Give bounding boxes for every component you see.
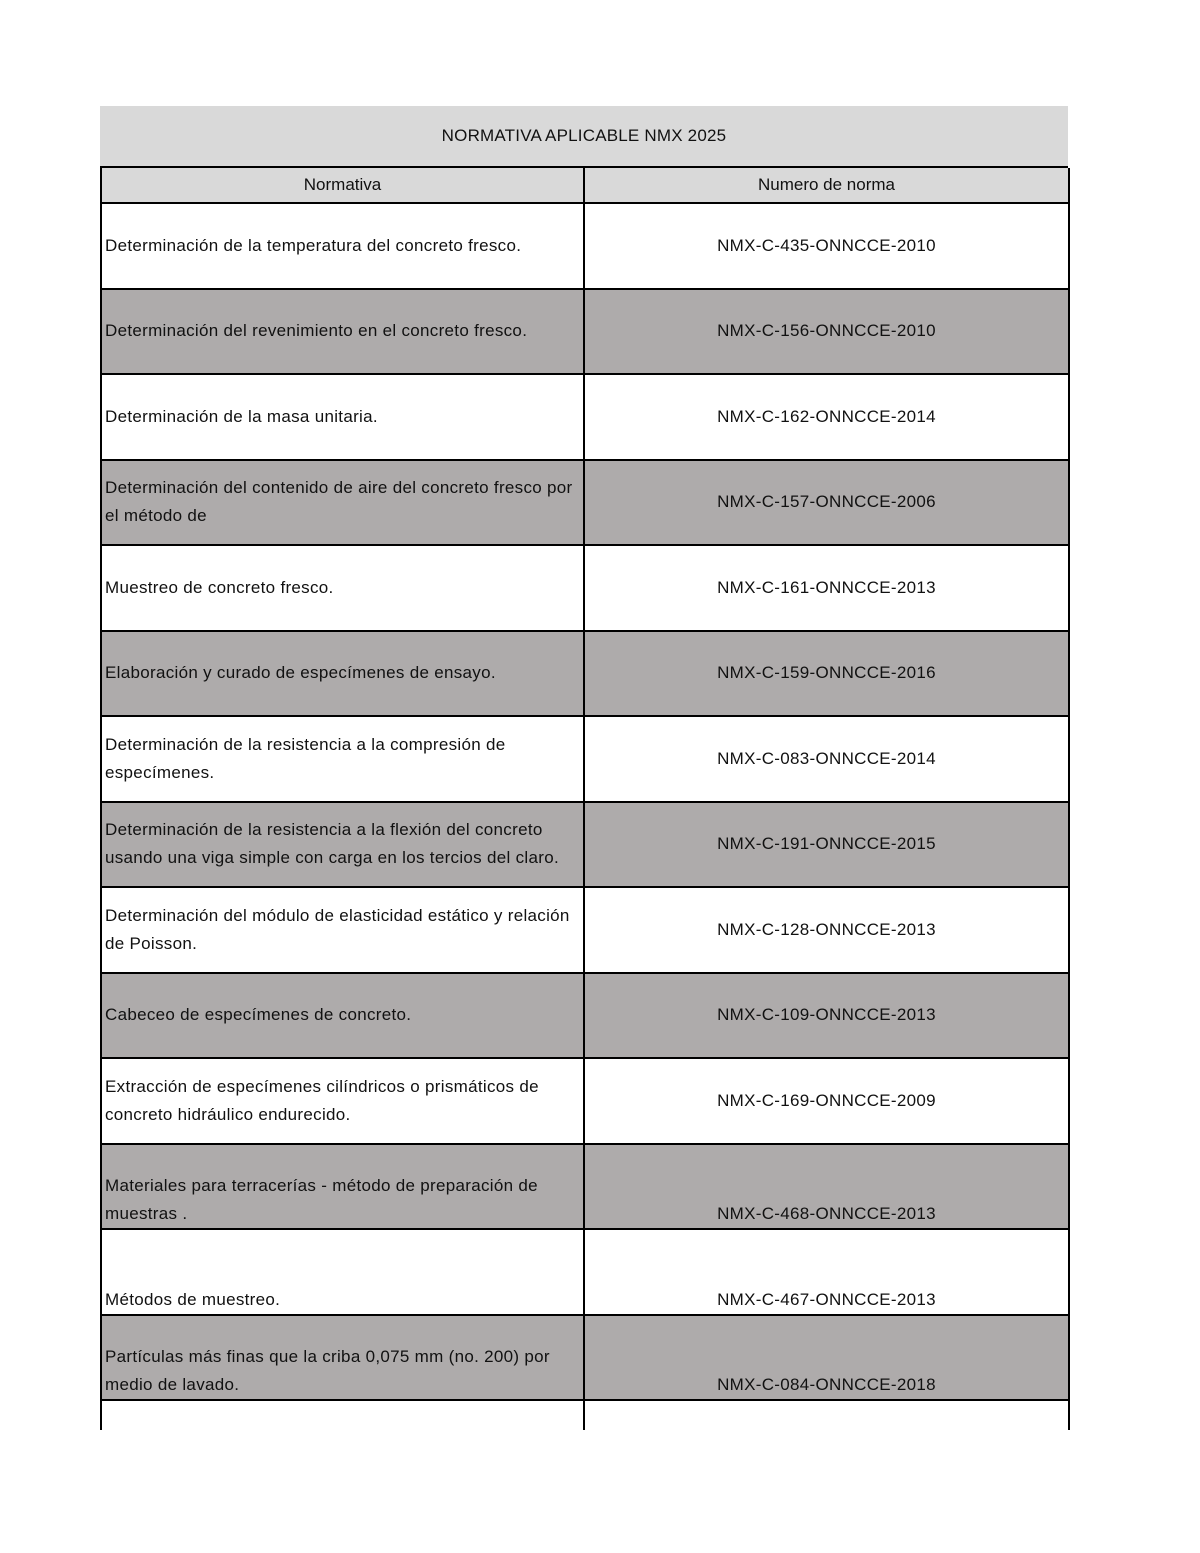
table-row — [101, 973, 1069, 1059]
table-header-row — [101, 168, 1069, 203]
normativa-cell: Materiales para terracerías - método de preparación de muestras . — [101, 1144, 584, 1230]
table-row — [101, 631, 1069, 717]
table-row — [101, 203, 1069, 289]
table-row — [101, 374, 1069, 460]
normativa-cell: Métodos de muestreo. — [101, 1229, 584, 1315]
table-row — [101, 802, 1069, 888]
normativa-cell: Cabeceo de especímenes de concreto. — [101, 973, 584, 1059]
norma-number-cell: NMX-C-084-ONNCCE-2018 — [584, 1315, 1069, 1401]
norma-number-cell: NMX-C-468-ONNCCE-2013 — [584, 1144, 1069, 1230]
norma-number-cell: NMX-C-161-ONNCCE-2013 — [584, 545, 1069, 631]
norma-number-cell: NMX-C-128-ONNCCE-2013 — [584, 887, 1069, 973]
table-row-empty — [101, 1400, 1069, 1430]
empty-cell — [101, 1400, 584, 1430]
normativa-cell: Muestreo de concreto fresco. — [101, 545, 584, 631]
table-row — [101, 289, 1069, 375]
norma-number-cell: NMX-C-156-ONNCCE-2010 — [584, 289, 1069, 375]
norma-number-cell: NMX-C-191-ONNCCE-2015 — [584, 802, 1069, 888]
table-row — [101, 716, 1069, 802]
normativa-cell: Determinación de la resistencia a la flexión del concreto usando una viga simple con carga en los tercios del claro. — [101, 802, 584, 888]
table-row — [101, 545, 1069, 631]
table-row — [101, 1315, 1069, 1401]
norma-number-cell: NMX-C-435-ONNCCE-2010 — [584, 203, 1069, 289]
table-row — [101, 1058, 1069, 1144]
norma-number-cell: NMX-C-159-ONNCCE-2016 — [584, 631, 1069, 717]
norma-number-cell: NMX-C-169-ONNCCE-2009 — [584, 1058, 1069, 1144]
normativa-cell: Determinación del contenido de aire del concreto fresco por el método de — [101, 460, 584, 546]
column-header-numero: Numero de norma — [584, 168, 1069, 203]
normativa-cell: Elaboración y curado de especímenes de ensayo. — [101, 631, 584, 717]
normativa-table — [100, 168, 1070, 1430]
table-row — [101, 1229, 1069, 1315]
norma-number-cell: NMX-C-467-ONNCCE-2013 — [584, 1229, 1069, 1315]
normativa-sheet — [100, 106, 1068, 1430]
column-header-normativa: Normativa — [101, 168, 584, 203]
norma-number-cell: NMX-C-162-ONNCCE-2014 — [584, 374, 1069, 460]
normativa-cell: Determinación de la temperatura del concreto fresco. — [101, 203, 584, 289]
sheet-title: NORMATIVA APLICABLE NMX 2025 — [100, 106, 1068, 168]
table-row — [101, 1144, 1069, 1230]
normativa-cell: Extracción de especímenes cilíndricos o prismáticos de concreto hidráulico endurecido. — [101, 1058, 584, 1144]
normativa-cell: Determinación de la masa unitaria. — [101, 374, 584, 460]
normativa-cell: Partículas más finas que la criba 0,075 mm (no. 200) por medio de lavado. — [101, 1315, 584, 1401]
norma-number-cell: NMX-C-109-ONNCCE-2013 — [584, 973, 1069, 1059]
normativa-cell: Determinación de la resistencia a la compresión de especímenes. — [101, 716, 584, 802]
norma-number-cell: NMX-C-083-ONNCCE-2014 — [584, 716, 1069, 802]
empty-cell — [584, 1400, 1069, 1430]
norma-number-cell: NMX-C-157-ONNCCE-2006 — [584, 460, 1069, 546]
table-row — [101, 887, 1069, 973]
table-row — [101, 460, 1069, 546]
normativa-cell: Determinación del revenimiento en el concreto fresco. — [101, 289, 584, 375]
normativa-cell: Determinación del módulo de elasticidad estático y relación de Poisson. — [101, 887, 584, 973]
